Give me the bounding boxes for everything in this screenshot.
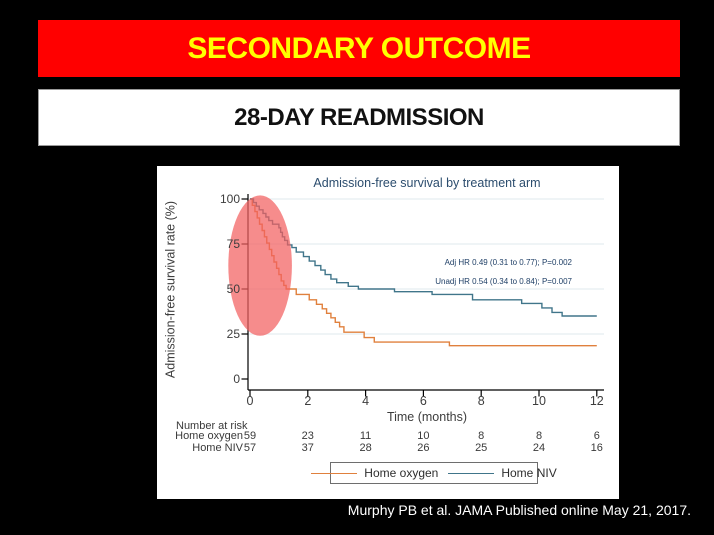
risk-count: 28	[359, 442, 372, 454]
risk-count: 8	[535, 430, 543, 442]
unadjusted-hr-annotation: Unadj HR 0.54 (0.34 to 0.84); P=0.007	[435, 277, 572, 286]
legend	[330, 462, 557, 484]
citation: Murphy PB et al. JAMA Published online May 21, 2017.	[347, 502, 691, 518]
banner-28day-readmission	[38, 89, 680, 146]
legend-line-sample	[311, 473, 357, 474]
legend-line-sample	[448, 473, 494, 474]
risk-row-label: Home NIV	[192, 442, 243, 454]
risk-row-label: Home oxygen	[175, 430, 243, 442]
y-tick-label: 50	[226, 282, 240, 296]
x-tick-label: 12	[589, 394, 604, 408]
chart-panel	[157, 166, 619, 499]
survival-curve-home-oxygen	[250, 199, 597, 346]
risk-count: 6	[593, 430, 600, 442]
legend-entry	[448, 466, 556, 480]
x-tick-label: 10	[532, 394, 546, 408]
highlight-ellipse	[228, 195, 292, 335]
banner-28day-readmission-text: 28-DAY READMISSION	[234, 103, 484, 131]
x-tick-label: 2	[304, 394, 312, 408]
x-tick-label: 8	[477, 394, 485, 408]
chart-title: Admission-free survival by treatment arm	[313, 176, 541, 190]
y-axis-label: Admission-free survival rate (%)	[163, 200, 178, 379]
risk-count: 57	[243, 442, 257, 454]
risk-count: 59	[243, 430, 257, 442]
x-tick-label: 4	[362, 394, 370, 408]
risk-count: 37	[301, 442, 314, 454]
legend-label: Home oxygen	[364, 466, 439, 480]
y-tick-label: 0	[233, 372, 240, 386]
risk-count: 24	[532, 442, 546, 454]
legend-entry	[311, 466, 438, 480]
risk-count: 23	[301, 430, 314, 442]
risk-count: 10	[417, 430, 430, 442]
risk-row	[157, 430, 619, 442]
y-tick-label: 25	[226, 327, 240, 341]
risk-row	[157, 442, 619, 454]
risk-count: 25	[475, 442, 488, 454]
banner-secondary-outcome	[38, 20, 680, 77]
y-tick-label: 75	[226, 237, 240, 251]
legend-label: Home NIV	[501, 466, 557, 480]
x-tick-label: 6	[419, 394, 427, 408]
number-at-risk-header: Number at risk	[176, 420, 248, 432]
x-axis-label: Time (months)	[386, 410, 468, 424]
adjusted-hr-annotation: Adj HR 0.49 (0.31 to 0.77); P=0.002	[444, 258, 572, 267]
risk-count: 11	[359, 430, 372, 442]
risk-count: 26	[417, 442, 430, 454]
y-tick-label: 100	[219, 192, 240, 206]
risk-count: 16	[590, 442, 603, 454]
x-tick-label: 0	[246, 394, 254, 408]
banner-secondary-outcome-text: SECONDARY OUTCOME	[187, 31, 531, 65]
risk-count: 8	[478, 430, 485, 442]
